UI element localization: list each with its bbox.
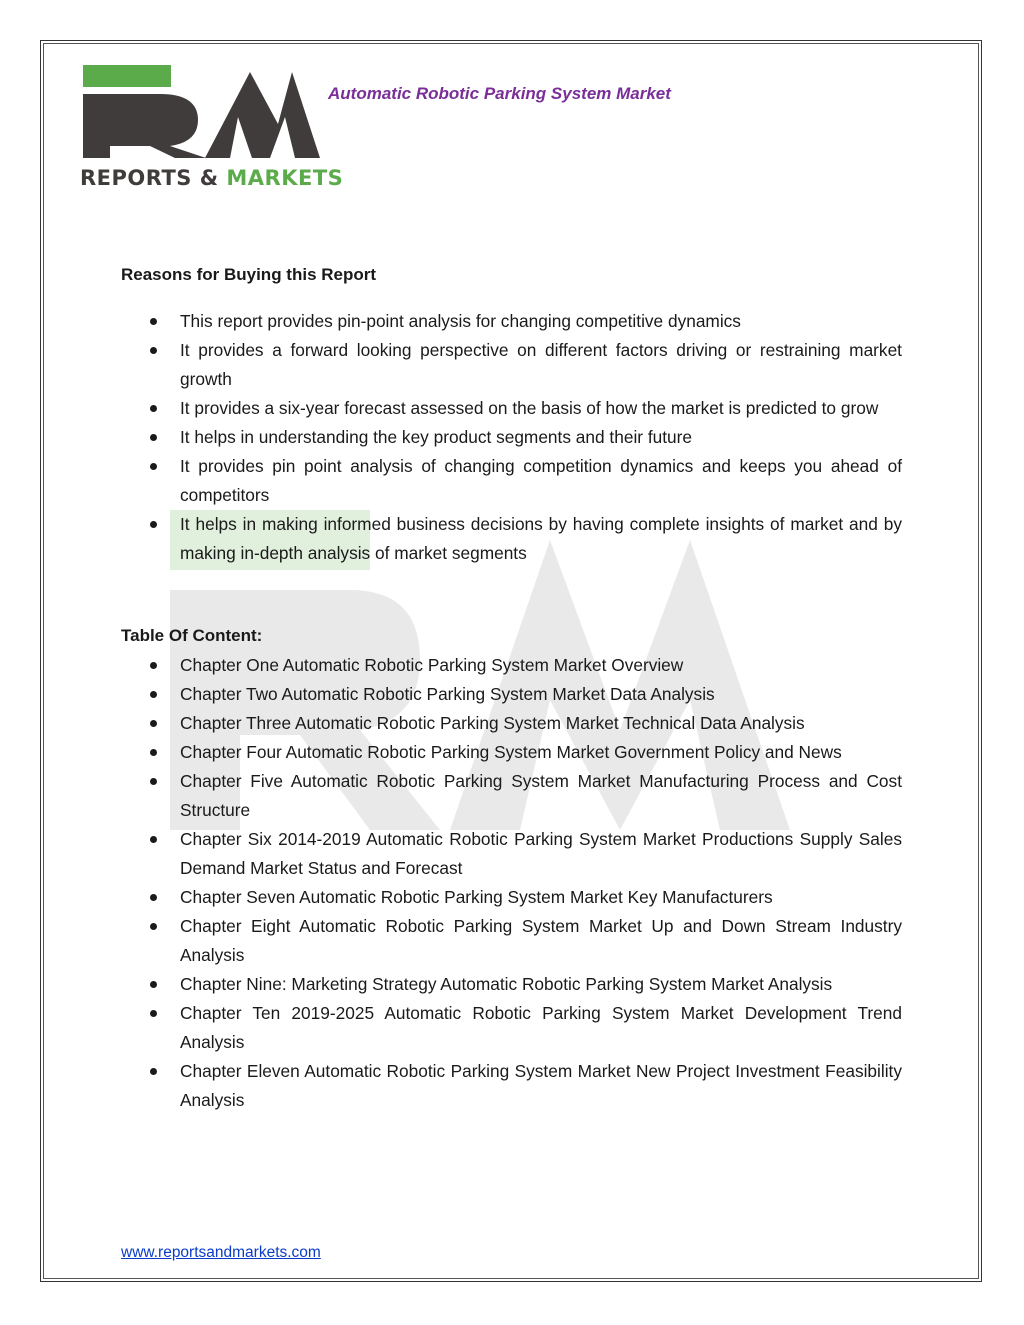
bullet-icon bbox=[150, 405, 157, 412]
list-item: Chapter One Automatic Robotic Parking System Market Overview bbox=[150, 651, 902, 680]
list-item: It provides a forward looking perspective on different factors driving or restraining market growth bbox=[150, 336, 902, 394]
list-item: It helps in making informed business decisions by having complete insights of market and by making in-depth analysis of market segments bbox=[150, 510, 902, 568]
bullet-icon bbox=[150, 720, 157, 727]
bullet-icon bbox=[150, 662, 157, 669]
list-item: Chapter Three Automatic Robotic Parking System Market Technical Data Analysis bbox=[150, 709, 902, 738]
bullet-icon bbox=[150, 778, 157, 785]
bullet-icon bbox=[150, 923, 157, 930]
list-item: Chapter Two Automatic Robotic Parking System Market Data Analysis bbox=[150, 680, 902, 709]
bullet-icon bbox=[150, 1010, 157, 1017]
bullet-icon bbox=[150, 347, 157, 354]
toc-heading: Table Of Content: bbox=[121, 626, 263, 645]
toc-list bbox=[150, 651, 902, 1115]
bullet-icon bbox=[150, 1068, 157, 1075]
list-item: Chapter Ten 2019-2025 Automatic Robotic Parking System Market Development Trend Analysis bbox=[150, 999, 902, 1057]
bullet-icon bbox=[150, 894, 157, 901]
reasons-list bbox=[150, 307, 902, 568]
list-item: Chapter Nine: Marketing Strategy Automatic Robotic Parking System Market Analysis bbox=[150, 970, 902, 999]
list-item: It provides a six-year forecast assessed on the basis of how the market is predicted to grow bbox=[150, 394, 902, 423]
company-logo bbox=[80, 62, 344, 194]
reasons-heading: Reasons for Buying this Report bbox=[121, 265, 377, 284]
list-item: Chapter Seven Automatic Robotic Parking System Market Key Manufacturers bbox=[150, 883, 902, 912]
rm-monogram-icon bbox=[80, 62, 322, 162]
document-title: Automatic Robotic Parking System Market bbox=[328, 84, 671, 103]
bullet-icon bbox=[150, 463, 157, 470]
list-item: This report provides pin-point analysis for changing competitive dynamics bbox=[150, 307, 902, 336]
bullet-icon bbox=[150, 691, 157, 698]
bullet-icon bbox=[150, 981, 157, 988]
list-item: Chapter Four Automatic Robotic Parking System Market Government Policy and News bbox=[150, 738, 902, 767]
bullet-icon bbox=[150, 836, 157, 843]
list-item: It helps in understanding the key product segments and their future bbox=[150, 423, 902, 452]
logo-text: REPORTS & MARKETS bbox=[80, 166, 344, 190]
list-item: Chapter Five Automatic Robotic Parking System Market Manufacturing Process and Cost Structure bbox=[150, 767, 902, 825]
bullet-icon bbox=[150, 434, 157, 441]
list-item: Chapter Eleven Automatic Robotic Parking System Market New Project Investment Feasibility Analysis bbox=[150, 1057, 902, 1115]
bullet-icon bbox=[150, 521, 157, 528]
website-link[interactable]: www.reportsandmarkets.com bbox=[121, 1244, 321, 1261]
list-item: Chapter Eight Automatic Robotic Parking System Market Up and Down Stream Industry Analysis bbox=[150, 912, 902, 970]
list-item: It provides pin point analysis of changing competition dynamics and keeps you ahead of competitors bbox=[150, 452, 902, 510]
bullet-icon bbox=[150, 749, 157, 756]
bullet-icon bbox=[150, 318, 157, 325]
list-item: Chapter Six 2014-2019 Automatic Robotic Parking System Market Productions Supply Sales Demand Market Status and Forecast bbox=[150, 825, 902, 883]
